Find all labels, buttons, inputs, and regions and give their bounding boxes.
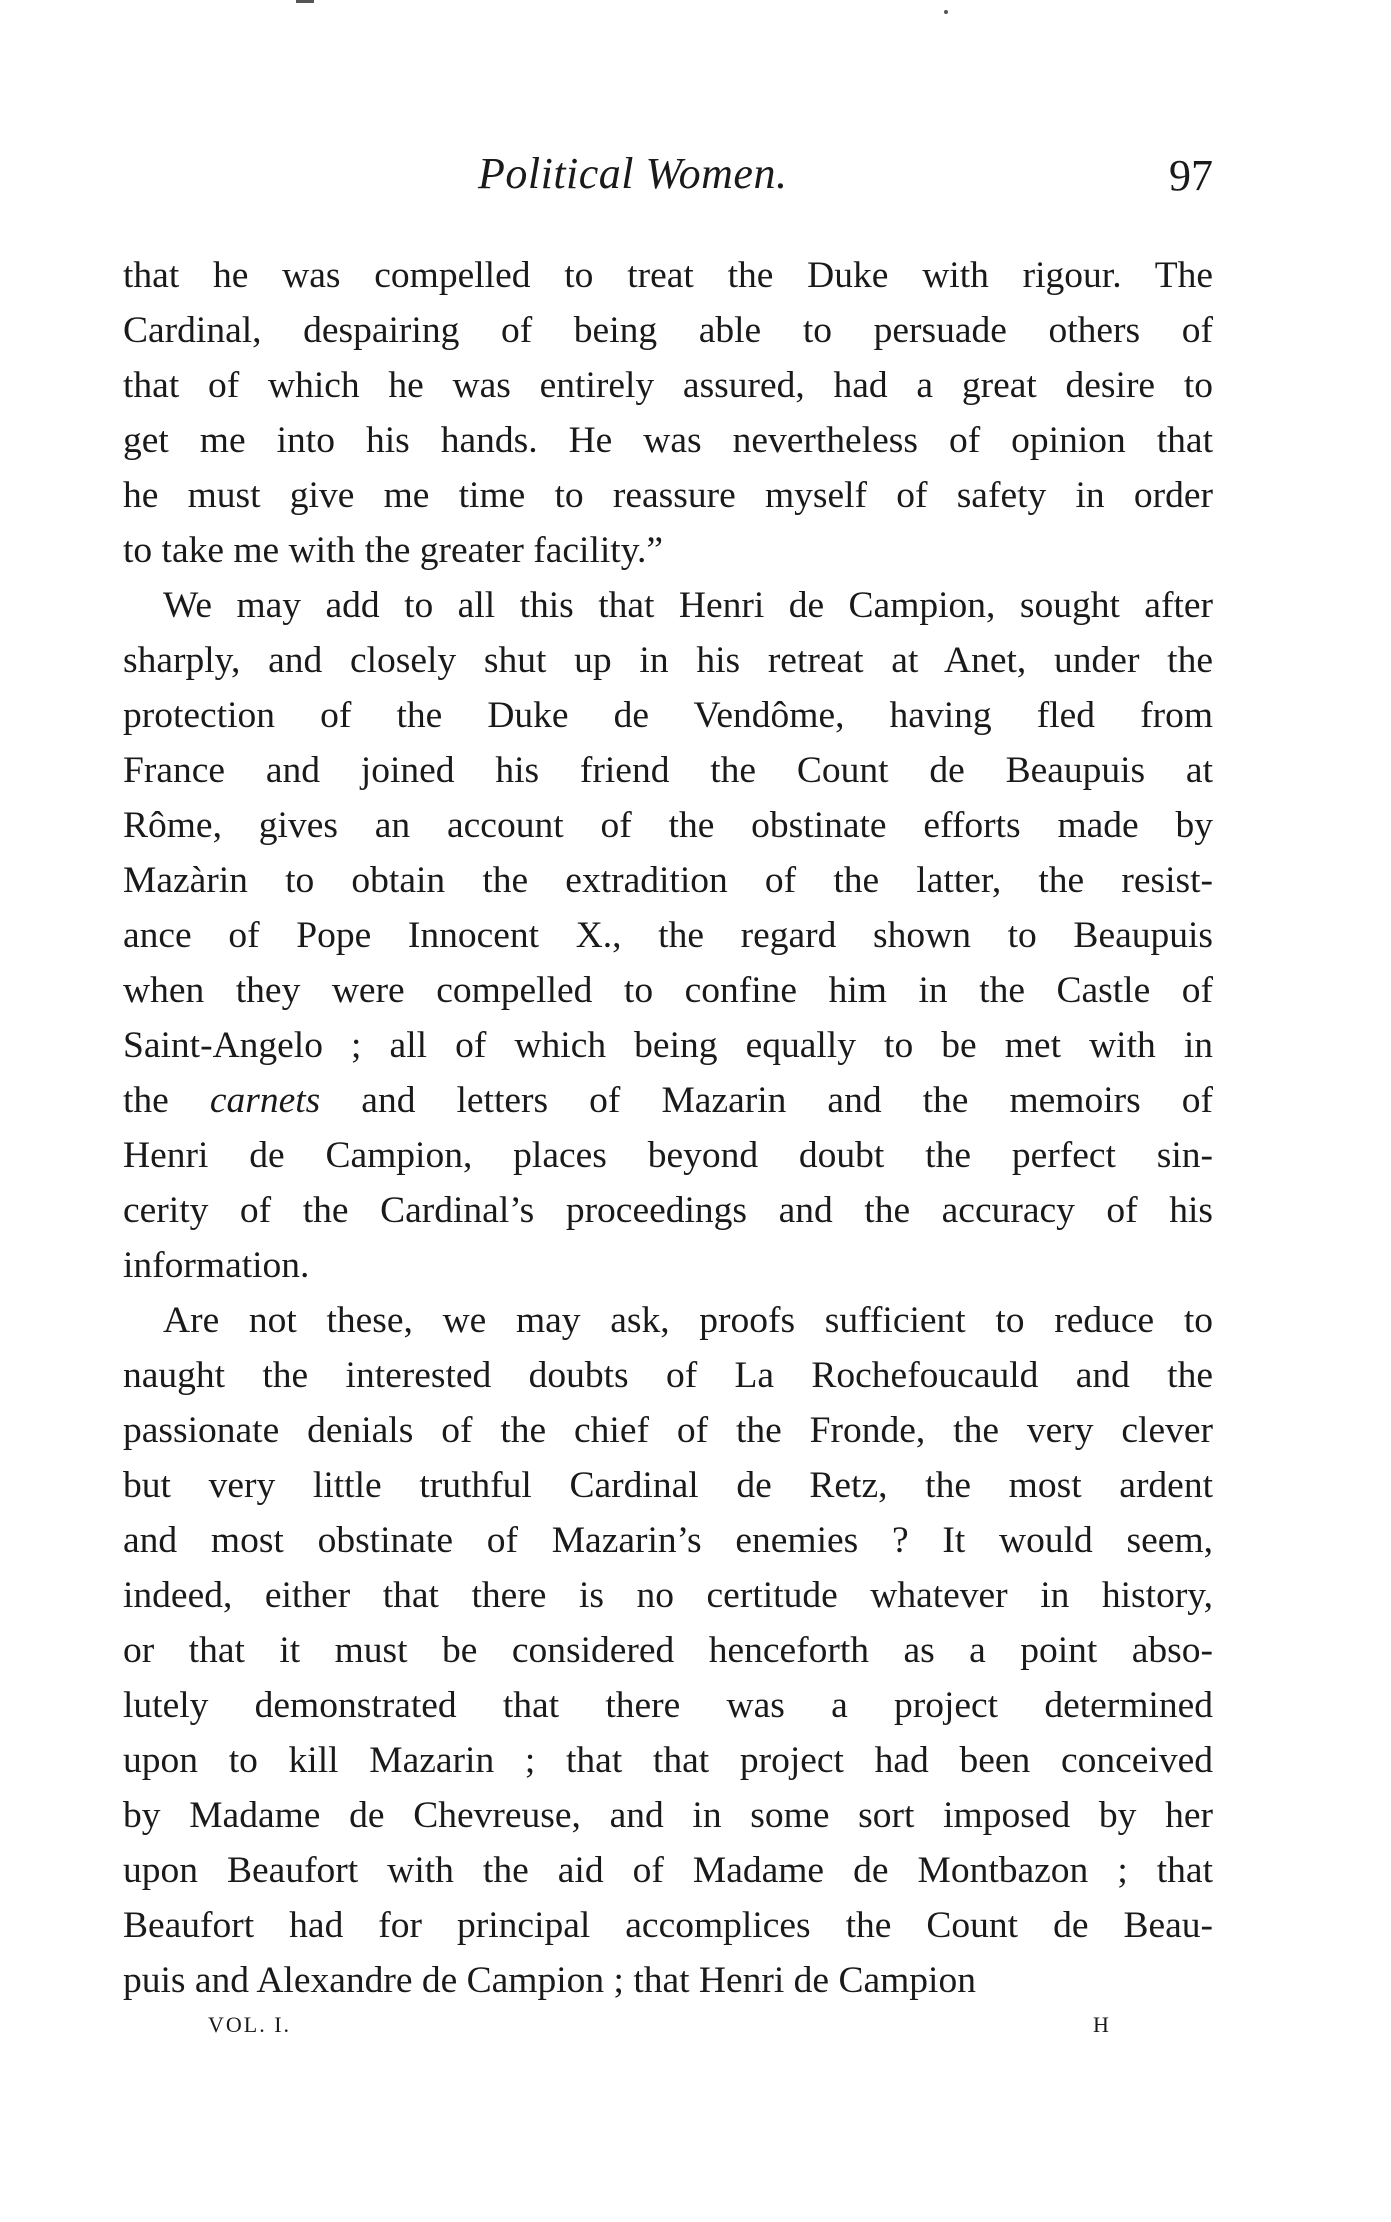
text-line: information. (123, 1245, 310, 1286)
text-line: that of which he was entirely assured, had a great desire to (123, 365, 1213, 406)
text-line: by Madame de Chevreuse, and in some sort imposed by her (123, 1795, 1213, 1836)
text-line: the carnets and letters of Mazarin and the memoirs of (123, 1080, 1213, 1121)
text-line: passionate denials of the chief of the Fronde, the very clever (123, 1410, 1213, 1451)
text-line: that he was compelled to treat the Duke with rigour. The (123, 255, 1213, 296)
text-line: Rôme, gives an account of the obstinate efforts made by (123, 805, 1213, 846)
text-line: Are not these, we may ask, proofs sufficient to reduce to (163, 1300, 1213, 1341)
text-line: upon to kill Mazarin ; that that project had been conceived (123, 1740, 1213, 1781)
text-line: Mazàrin to obtain the extradition of the latter, the resist- (123, 860, 1213, 901)
text-line: Cardinal, despairing of being able to persuade others of (123, 310, 1213, 351)
text-line: or that it must be considered henceforth as a point abso- (123, 1630, 1213, 1671)
paragraph (123, 1293, 1213, 2008)
text-line: but very little truthful Cardinal de Retz, the most ardent (123, 1465, 1213, 1506)
text-line: puis and Alexandre de Campion ; that Henri de Campion (123, 1960, 976, 2001)
page-number: 97 (1169, 151, 1213, 200)
text-line: indeed, either that there is no certitude whatever in history, (123, 1575, 1213, 1616)
text-line: and most obstinate of Mazarin’s enemies ? It would seem, (123, 1520, 1213, 1561)
paragraph (123, 578, 1213, 1293)
text-line: to take me with the greater facility.” (123, 530, 664, 571)
text-line: France and joined his friend the Count de Beaupuis at (123, 750, 1213, 791)
text-line: Beaufort had for principal accomplices the Count de Beau- (123, 1905, 1213, 1946)
scan-artifact-dot (944, 10, 948, 14)
text-line: Henri de Campion, places beyond doubt the perfect sin- (123, 1135, 1213, 1176)
volume-signature: VOL. I. (208, 2012, 292, 2037)
text-line: upon Beaufort with the aid of Madame de Montbazon ; that (123, 1850, 1213, 1891)
body-text (123, 248, 1213, 2008)
text-line: naught the interested doubts of La Rochefoucauld and the (123, 1355, 1213, 1396)
page-header (123, 148, 1213, 208)
text-line: sharply, and closely shut up in his retreat at Anet, under the (123, 640, 1213, 681)
text-line: Saint-Angelo ; all of which being equally to be met with in (123, 1025, 1213, 1066)
scan-artifact-top (296, 0, 314, 3)
running-title: Political Women. (478, 149, 788, 198)
text-line: lutely demonstrated that there was a project determined (123, 1685, 1213, 1726)
text-line: he must give me time to reassure myself of safety in order (123, 475, 1213, 516)
text-line: cerity of the Cardinal’s proceedings and the accuracy of his (123, 1190, 1213, 1231)
page-footer (123, 2012, 1213, 2052)
italic-term: carnets (209, 1080, 321, 1121)
text-line: We may add to all this that Henri de Campion, sought after (163, 585, 1213, 626)
paragraph (123, 248, 1213, 578)
text-line: when they were compelled to confine him in the Castle of (123, 970, 1213, 1011)
text-line: get me into his hands. He was nevertheless of opinion that (123, 420, 1213, 461)
signature-mark: H (1093, 2012, 1111, 2037)
text-line: protection of the Duke de Vendôme, having fled from (123, 695, 1213, 736)
text-line: ance of Pope Innocent X., the regard shown to Beaupuis (123, 915, 1213, 956)
